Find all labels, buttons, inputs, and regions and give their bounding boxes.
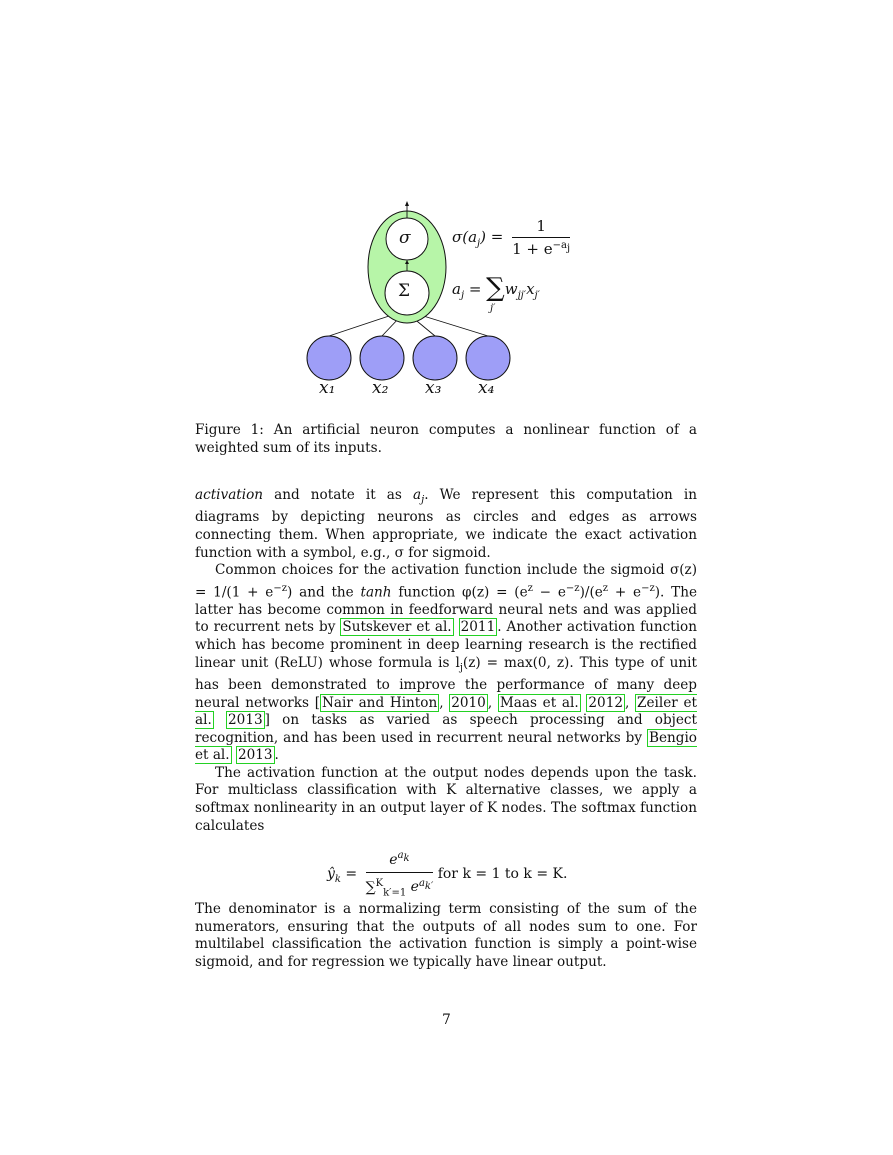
sigma-eq-denominator: $1 + e^{-a_j}$	[512, 240, 571, 258]
softmax-numerator: $e^{a_k}$	[366, 847, 434, 872]
sigma-eq-den-text: 1 + e	[512, 240, 553, 258]
p2-text-j: .	[274, 747, 279, 764]
output-arrow-head	[405, 201, 409, 206]
sigma-node-label: σ	[399, 228, 411, 248]
p2-text-g: . Another activation function which has become prominent in deep learning research is the rectified linear unit (ReLU) whose formula is l	[195, 619, 697, 671]
sum-eq-lhs: a	[452, 280, 461, 298]
softmax-equation-inner: $ŷ_k$ = $\frac{e^{a_k}}{\sum^K_{k'=1} e^{a_{k'}}}$ for k = 1 to k = K.	[327, 847, 567, 901]
citation-sutskever[interactable]: Sutskever et al.	[342, 619, 452, 636]
sigma-eq-numerator: 1	[512, 217, 570, 238]
citation-maas[interactable]: Maas et al.	[499, 694, 579, 711]
citation-bengio-year[interactable]: 2013	[237, 747, 273, 764]
p2-text-i: on tasks as varied as speech processing and object recognition, and has been used in recurrent neural networks by	[195, 712, 697, 746]
softmax-denominator: ∑$^K_{k'=1}$ $e^{a_{k'}}$	[365, 877, 434, 898]
paragraph-2: Common choices for the activation function include the sigmoid $\sigma(z) = 1/(1 + e^{-z})$ and the tanh function $\varphi(z) = (e^z - e^{-z})/(e^z + e^{-z})$. The latter has become common in feedforward neural nets and was applied to recurrent nets by Sutskever et al. 2011 . Another activation function which has become prominent in deep learning research is the rectified linear unit (ReLU) whose formula is $l_j(z) = \max(0$, z). This type of unit has been demonstrated to improve the performance of many deep neural networks [ Nair and Hinton , 2010 , Maas et al. 2012 , Zeiler et al. 2013 ] on tasks as varied as speech processing and object recognition, and has been used in recurrent neural networks by Bengio et al. 2013 .	[195, 562, 698, 764]
citation-zeiler[interactable]: Zeiler et al.	[195, 694, 697, 729]
sigma-eq-fraction	[512, 217, 570, 258]
input-label-x4: x₄	[478, 378, 495, 398]
citation-sutskever-year[interactable]: 2011	[460, 619, 496, 636]
edge-x4	[417, 314, 488, 336]
p2-text-h: (z) = max(0, z). This type of unit has been demonstrated to improve the performance of many deep neural networks	[195, 654, 697, 711]
sum-symbol: ∑	[486, 273, 505, 303]
p1-text-c: . We represent this computation in diagrams by depicting neurons as circles and edges as arrows connecting them. When appropriate, we indicate the exact activation function with a symbol, e.g., σ for sigmoid.	[195, 487, 698, 561]
paragraph-1: activation and notate it as $a_j$. We represent this computation in diagrams by depicting neurons as circles and edges as arrows connecting them. When appropriate, we indicate the exact activation function with a symbol, e.g., σ for sigmoid.	[195, 487, 698, 561]
p2-text-e: )/(e	[579, 584, 603, 601]
softmax-fraction	[366, 847, 434, 901]
p2-text-f: ). The latter has become common in feedforward neural nets and was applied to recurrent nets by	[195, 584, 698, 636]
paragraph-4: The denominator is a normalizing term consisting of the sum of the numerators, ensuring that the outputs of all nodes sum to one. For multilabel classification the activation function is simply a point-wise sigmoid, and for regression we typically have linear output.	[195, 901, 697, 971]
p2-text-d: function φ(z) = (e	[391, 584, 528, 601]
page-number: 7	[442, 1012, 451, 1028]
sigma-equation: $\sigma(a_j)$ = $\frac{1}{1 + e^{-a_j}}$	[452, 217, 571, 258]
input-label-x3: x₃	[425, 378, 442, 398]
p1-activation: activation	[195, 487, 264, 503]
body-text	[195, 487, 697, 972]
sigma-eq-lhs: σ(a	[452, 227, 478, 246]
softmax-equation	[195, 843, 697, 898]
p1-text-b: and notate it as	[263, 487, 413, 503]
edge-x1	[329, 315, 392, 336]
figure-caption: Figure 1: An artificial neuron computes a nonlinear function of a weighted sum of its inputs.	[195, 422, 697, 456]
neuron-figure	[290, 195, 610, 410]
input-node-x2	[360, 336, 404, 380]
citation-nair[interactable]: Nair and Hinton	[322, 694, 438, 711]
input-label-x2: x₂	[372, 378, 389, 398]
input-node-x4	[466, 336, 510, 380]
input-node-x3	[413, 336, 457, 380]
paragraph-3: The activation function at the output nodes depends upon the task. For multiclass classification with K alternative classes, we apply a softmax nonlinearity in an output layer of K nodes. The softmax function calculates	[195, 764, 697, 834]
softmax-lhs: ŷ	[327, 866, 335, 883]
citation-zeiler-year[interactable]: 2013	[228, 712, 263, 729]
softmax-suffix: for k = 1 to k = K.	[433, 866, 568, 883]
input-node-x1	[307, 336, 351, 380]
input-label-x1: x₁	[319, 378, 336, 398]
p2-text-a: Common choices for the activation function include the sigmoid σ(z) = 1/(1 + e	[195, 562, 697, 601]
p2-tanh: tanh	[360, 584, 392, 601]
citation-maas-year[interactable]: 2012	[588, 694, 623, 711]
citation-bengio[interactable]: Bengio et al.	[195, 729, 697, 764]
sum-index: j′	[490, 303, 496, 314]
p2-text-b: ) and the	[287, 584, 361, 601]
sum-equation: $a_j = \sum w_{jj'}x_{j'}$ j′	[452, 273, 540, 314]
citation-nair-year[interactable]: 2010	[451, 694, 486, 711]
sum-node-label: Σ	[398, 281, 411, 301]
